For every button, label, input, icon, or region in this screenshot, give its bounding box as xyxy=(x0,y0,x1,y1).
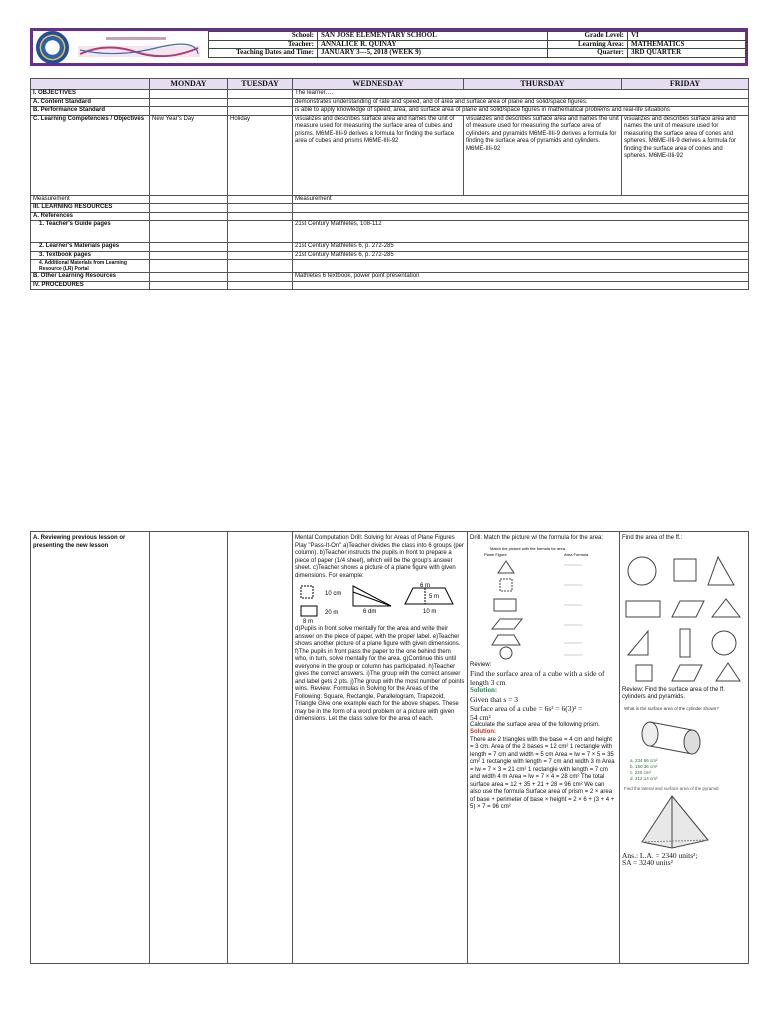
content-standard-label: A. Content Standard xyxy=(31,98,150,107)
pyramid-question: Find the lateral and surface area of the pyramid xyxy=(624,785,719,791)
cylinder-option-b: b. 150.36 cm² xyxy=(630,763,658,769)
tuesday-competency: Holiday xyxy=(228,115,293,195)
other-resources-text: Mathletes 6 textbook, power point presentation xyxy=(293,273,749,282)
day-header-monday: MONDAY xyxy=(150,79,228,90)
learners-materials-label: 2. Learner's Materials pages xyxy=(31,243,150,252)
learning-area-label: Learning Area: xyxy=(548,40,628,49)
competencies-label: C. Learning Competencies / Objectives xyxy=(31,115,150,195)
day-header-friday: FRIDAY xyxy=(622,79,749,90)
grade-label: Grade Level: xyxy=(548,32,628,41)
pyramid-question-image xyxy=(622,784,746,850)
quarter-label: Quarter: xyxy=(548,49,628,58)
thu-answer: 54 cm² xyxy=(470,712,491,722)
fri-answer-la: Ans.: L.A. = 2340 units²; xyxy=(622,850,698,860)
fig-label-20m: 20 m xyxy=(325,610,339,616)
fig-label-10cm: 10 cm xyxy=(325,591,342,597)
fri-title: Find the area of the ff.: xyxy=(622,535,683,541)
worksheet-subtitle: Match the picture with the formula for area. xyxy=(490,545,567,551)
other-resources-label: B. Other Learning Resources xyxy=(31,273,150,282)
learning-resources-label: III. LEARNING RESOURCES xyxy=(31,204,150,213)
cylinder-option-d: d. 212.14 cm² xyxy=(630,775,658,781)
thursday-procedure xyxy=(468,532,620,964)
thu-drill-text: Drill: Match the picture w/ the formula for the area: xyxy=(470,535,604,541)
cylinder-option-c: c. 220 cm² xyxy=(630,769,652,775)
fri-answer-sa: SA = 3240 units² xyxy=(622,858,673,867)
performance-standard-label: B. Performance Standard xyxy=(31,107,150,116)
lesson-plan-table xyxy=(30,78,749,290)
grade-value: VI xyxy=(628,32,748,41)
wed-steps-text: d)Pupils in front solve mentally for the area and write their answer on the piece of paper, with the proper label. e)Teacher shows another picture of a plane figure with given dimensions. f)The pupils in front pass the paper to the one behind them who, in turn, solve mentally for the area. g)Continue this until everyone in the group or column has participated. h)Teacher gives the correct answers. i)The group with the correct answer and label gets 2 pts. j)The group with the most number of points wins. Review: Formulas in Solving for the Areas of the Following: Square, Rectangle, Parallelogram, Trapezoid, Triangle Give one example each for the above shapes. These may be in the form of a word problem or a picture with given dimensions. Let the class solve for the area of each. xyxy=(295,626,465,722)
thu-given: Given that s = 3 xyxy=(470,694,518,704)
thu-solution2-label: Solution: xyxy=(470,729,496,735)
plane-figures-example xyxy=(295,582,460,624)
content-label: Measurement xyxy=(31,195,150,204)
fig-label-10m: 10 m xyxy=(423,609,437,615)
teacher-label: Teacher: xyxy=(209,40,318,49)
thu-calc-prompt: Calculate the surface area of the following prism. xyxy=(470,721,600,728)
cylinder-question-image xyxy=(622,704,746,782)
content-text: Measurement xyxy=(293,195,749,204)
objectives-label: I. OBJECTIVES xyxy=(31,90,150,99)
school-label: School: xyxy=(209,32,318,41)
teacher-value: ANNALICE R. QUINAY xyxy=(318,40,548,49)
fri-review: Review: Find the surface area of the ff. cylinders and pyramids. xyxy=(622,686,725,700)
quarter-value: 3RD QUARTER xyxy=(628,49,748,58)
corner-cell xyxy=(31,79,150,90)
thu-solution-label: Solution: xyxy=(470,686,498,694)
procedures-label: IV. PROCEDURES xyxy=(31,281,150,290)
dates-value: JANUARY 3---5, 2018 (WEEK 9) xyxy=(318,49,548,58)
fig-label-8m: 8 m xyxy=(303,619,314,624)
teachers-guide-label: 1. Teacher's Guide pages xyxy=(31,221,150,243)
content-standard-text: demonstrates understanding of rate and speed, and of area and surface area of plane and solid/space figures. xyxy=(293,98,749,107)
textbook-label: 3. Textbook pages xyxy=(31,251,150,260)
match-figures-worksheet xyxy=(470,545,610,660)
school-banner-logo xyxy=(76,34,202,62)
wednesday-procedure xyxy=(293,532,468,964)
school-value: SAN JOSE ELEMENTARY SCHOOL xyxy=(318,32,548,41)
reviewing-lesson-label: A. Reviewing previous lesson or presenting the new lesson xyxy=(31,532,150,964)
header-info-table xyxy=(208,31,748,58)
day-header-thursday: THURSDAY xyxy=(464,79,622,90)
fig-label-6dm: 6 dm xyxy=(363,609,377,615)
thu-formula: Surface area of a cube = 6s² = 6(3)² = xyxy=(470,703,583,713)
learning-area-value: MATHEMATICS xyxy=(628,40,748,49)
thu-review-question: Find the surface area of a cube with a side of length 3 cm xyxy=(470,669,605,687)
performance-standard-text: is able to apply knowledge of speed, area, and surface area of plane and solid/space figures in mathematical problems and real-life situations xyxy=(293,107,749,116)
dates-label: Teaching Dates and Time: xyxy=(209,49,318,58)
additional-materials-label: 4. Additional Materials from Learning Resource (LR) Portal xyxy=(31,260,150,273)
thursday-competency: visualizes and describes surface area and names the unit of measure used for measuring the surface area of cylinders and pyramids M6ME-IIIi-9 derives a formula for finding the surface area of pyramids and cylinders. M6ME-IIIi-92 xyxy=(464,115,622,195)
day-header-wednesday: WEDNESDAY xyxy=(293,79,464,90)
thu-solution-steps: There are 2 triangles with the base = 4 cm and height = 3 cm. Area of the 2 bases = 12 cm² 1 rectangle with length = 7 cm and width = 5 cm Area = lw = 7 × 5 = 35 cm² 1 rectangle with length = 7 cm and width 3 m Area = lw = 7 × 3 = 21 cm² 1 rectangle with length = 7 cm and width 4 m Area = lw = 7 × 4 = 28 cm² The total surface area = 12 + 35 + 21 + 28 = 96 cm² We can also use the formula Surface area of prism = 2 × area of base + perimeter of base × height = 2 × 6 + (3 + 4 + 5) × 7 = 96 cm² xyxy=(470,736,615,810)
day-header-tuesday: TUESDAY xyxy=(228,79,293,90)
learners-materials-text: 21st Century Mathletes 6, p. 272-285 xyxy=(293,243,749,252)
cylinder-option-a: a. 234.66 cm² xyxy=(630,757,658,763)
worksheet-col-formula: Area Formula xyxy=(564,551,589,557)
wednesday-competency: visualizes and describes surface area and names the unit of measure used for measuring the surface area of cubes and prisms. M6ME-IIIi-9 derives a formula for finding the surface area of cubes and prisms M6ME-IIIi-92 xyxy=(293,115,464,195)
teachers-guide-text: 21st Century Mathletes, 108-112 xyxy=(293,221,749,243)
wed-intro-text: Mental Computation Drill: Solving for Areas of Plane Figures Play "Pass-It-On" a)Teacher divides the class into 6 groups (per column). b)Teacher instructs the pupils in front to prepare a piece of paper (1/4 sheet), which will be the group's answer sheet. c)Teacher shows a picture of a plane figure with given dimensions. For example: xyxy=(295,535,465,579)
friday-competency: visualizes and describes surface area and names the unit of measure used for measuring the surface area of cones and spheres. M6ME-IIIi-9 derives a formula for finding the surface area of cones and spheres. M6ME-IIIi-92 xyxy=(622,115,749,195)
references-label: A. References xyxy=(31,212,150,221)
fig-label-5m: 5 m xyxy=(429,594,440,600)
objectives-text: The learner…. xyxy=(293,90,749,99)
procedures-table xyxy=(30,531,749,964)
deped-seal-logo xyxy=(36,31,69,64)
thu-review-label: Review: xyxy=(470,661,492,668)
cylinder-question: What is the surface area of the cylinder shown? xyxy=(624,705,719,711)
friday-procedure xyxy=(620,532,749,964)
worksheet-col-figure: Plane Figure xyxy=(484,551,507,557)
fig-label-6m: 6 m xyxy=(420,583,431,589)
monday-competency: New Year's Day xyxy=(150,115,228,195)
area-shapes-worksheet xyxy=(622,545,746,685)
textbook-text: 21st Century Mathletes 6, p. 272-285 xyxy=(293,251,749,260)
